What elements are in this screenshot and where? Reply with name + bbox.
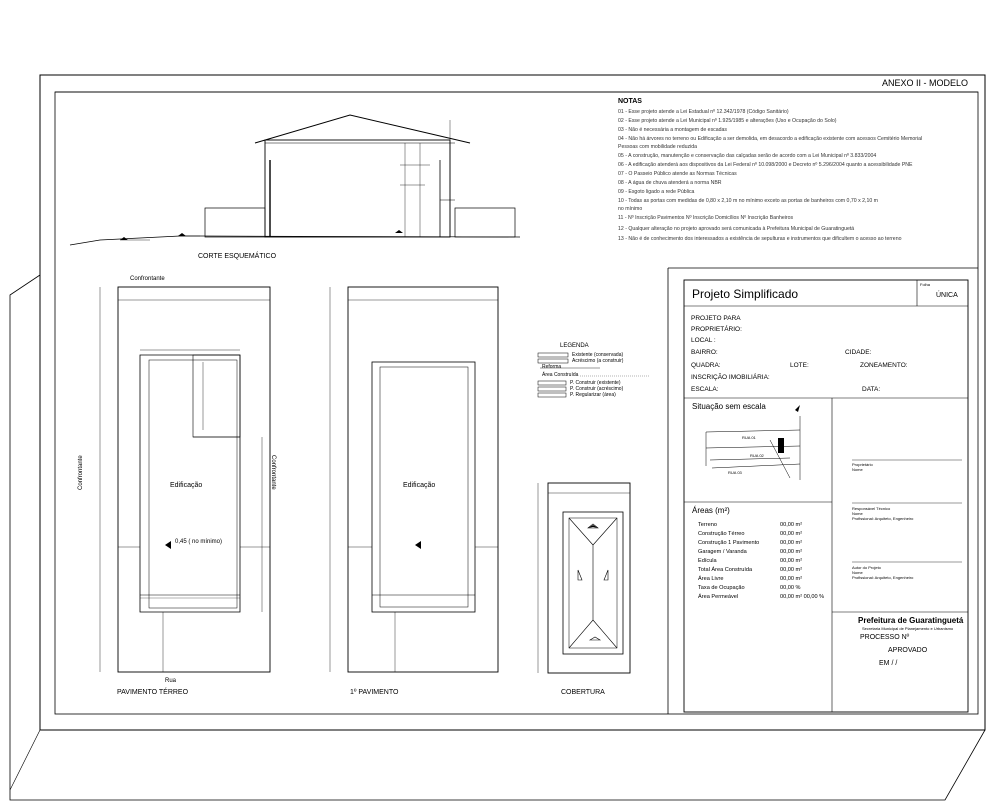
area-label: Total Área Construída <box>698 567 753 573</box>
area-label: Edícula <box>698 558 717 564</box>
em-label: EM / / <box>879 660 898 667</box>
confrontante-right: Confrontante <box>270 455 276 490</box>
field-bairro: BAIRRO: <box>691 349 718 356</box>
note-item: 08 - A água de chuva atenderá a norma NBR <box>618 180 722 186</box>
field-data: DATA: <box>862 386 881 393</box>
note-item: 09 - Esgoto ligado a rede Pública <box>618 189 695 195</box>
sig-role: Proprietário <box>852 462 873 467</box>
note-item: 05 - A construção, manutenção e conservação das calçadas serão de acordo com a Lei Municipal nº 3.833/2004 <box>618 153 877 159</box>
note-item: 13 - Não é de conhecimento dos interessados a existência de sepulturas e instrumentos que dificultem o acesso ao terreno <box>618 236 902 242</box>
project-title: Projeto Simplificado <box>692 287 799 301</box>
confrontante-left: Confrontante <box>78 455 84 490</box>
aprovado-label: APROVADO <box>888 647 928 654</box>
sig-role: Responsável Técnico <box>852 506 891 511</box>
legend-item: Reforma <box>542 364 562 370</box>
street-2: RUA 02 <box>750 453 764 458</box>
area-value: 00,00 m² <box>780 558 803 564</box>
legend-item: Existente (conservada) <box>572 352 624 358</box>
sig-name: Nome <box>852 511 863 516</box>
area-label: Terreno <box>698 522 717 528</box>
note-item: 10 - Todas as portas com medidas de 0,80 x 2,10 m no mínimo exceto as portas de banheiros com 0,70 x 2,10 m <box>618 198 878 204</box>
area-value: 00,00 m² <box>780 567 803 573</box>
note-item: no mínimo <box>618 206 643 212</box>
sig-name: Nome <box>852 467 863 472</box>
note-item: 03 - Não é necessária a montagem de escadas <box>618 127 728 133</box>
level-note: 0,45 ( no mínimo) <box>175 539 223 545</box>
sig-extra: Profissional: Arquiteto, Engenheiro <box>852 575 914 580</box>
street-1: RUA 01 <box>742 435 756 440</box>
processo-label: PROCESSO Nº <box>860 634 910 641</box>
street-label: Rua <box>165 678 177 684</box>
upper-floor-plan <box>330 287 498 672</box>
legend-item: P. Construir (acréscimo) <box>570 386 624 392</box>
legend-item: P. Construir (existente) <box>570 380 621 386</box>
field-inscricao: INSCRIÇÃO IMOBILIÁRIA: <box>691 374 770 381</box>
field-proprietario: PROPRIETÁRIO: <box>691 326 742 333</box>
sheet-title: ANEXO II - MODELO <box>882 78 969 88</box>
section-label: CORTE ESQUEMÁTICO <box>198 253 277 260</box>
field-lote: LOTE: <box>790 362 809 369</box>
area-value: 00,00 m² <box>780 576 803 582</box>
area-value: 00,00 % <box>780 585 801 591</box>
confrontante-top: Confrontante <box>130 276 165 282</box>
note-item: 07 - O Passeio Público atende as Normas Técnicas <box>618 171 737 177</box>
sig-role: Autor do Projeto <box>852 565 881 570</box>
note-item: Pessoas com mobilidade reduzida <box>618 144 698 150</box>
area-value: 00,00 m² <box>780 522 803 528</box>
field-projeto: PROJETO PARA <box>691 315 741 322</box>
area-label: Taxa de Ocupação <box>698 585 745 591</box>
note-item: 11 - Nº Inscrição Pavimentos Nº Inscrição Domicílios Nº Inscrição Banheiros <box>618 215 794 221</box>
legend-item: Área Construída <box>542 372 579 378</box>
roof-label: COBERTURA <box>561 689 605 696</box>
note-item: 12 - Qualquer alteração no projeto aprovado será comunicada à Prefeitura Municipal de Guaratinguetá <box>618 226 855 232</box>
note-item: 06 - A edificação atenderá aos dispositivos da Lei Federal nº 10.098/2000 e Decreto nº 5.296/2004 quanto a acessibilidade PNE <box>618 162 913 168</box>
field-escala: ESCALA: <box>691 386 719 393</box>
notes-header: NOTAS <box>618 98 642 105</box>
area-value: 00,00 m² <box>780 531 803 537</box>
edificacao-label-upper: Edificação <box>403 482 436 489</box>
area-value: 00,00 m² 00,00 % <box>780 594 825 600</box>
folha-value: ÚNICA <box>936 292 958 299</box>
note-item: 01 - Esse projeto atende a Lei Estadual nº 12.342/1978 (Código Sanitário) <box>618 109 789 115</box>
legend-item: P. Regularizar (área) <box>570 392 616 398</box>
field-zoneamento: ZONEAMENTO: <box>860 362 908 369</box>
field-quadra: QUADRA: <box>691 362 721 369</box>
ground-floor-plan <box>100 287 270 672</box>
area-label: Área Permeável <box>698 594 739 600</box>
area-label: Construção Térreo <box>698 531 745 537</box>
area-label: Construção 1 Pavimento <box>698 540 760 546</box>
legend-item: Acréscimo (a construir) <box>572 358 624 364</box>
roof-plan <box>538 483 630 673</box>
upper-floor-label: 1º PAVIMENTO <box>350 689 399 696</box>
area-label: Garagem / Varanda <box>698 549 747 555</box>
field-cidade: CIDADE: <box>845 349 872 356</box>
note-item: 02 - Esse projeto atende a Lei Municipal nº 1.925/1985 e alterações (Uso e Ocupação do Solo) <box>618 118 837 124</box>
section-drawing <box>70 115 520 245</box>
street-3: RUA 03 <box>728 470 742 475</box>
ground-floor-label: PAVIMENTO TÉRREO <box>117 689 189 696</box>
area-label: Área Livre <box>698 576 724 582</box>
field-local: LOCAL : <box>691 337 716 344</box>
folha-label: Folha <box>920 282 931 287</box>
legend-title: LEGENDA <box>560 343 589 349</box>
areas-title: Áreas (m²) <box>692 506 730 515</box>
situacao-title: Situação sem escala <box>692 402 766 411</box>
sig-extra: Profissional: Arquiteto, Engenheiro <box>852 516 914 521</box>
secretaria-name: Secretaria Municipal de Planejamento e Urbanismo <box>862 626 954 631</box>
area-value: 00,00 m² <box>780 549 803 555</box>
note-item: 04 - Não há árvores no terreno ou Edificação a ser demolida, em desacordo a edificação existente com acessos Cemitério Memorial <box>618 136 923 142</box>
prefeitura-name: Prefeitura de Guaratinguetá <box>858 616 964 625</box>
edificacao-label-ground: Edificação <box>170 482 203 489</box>
sig-name: Nome <box>852 570 863 575</box>
area-value: 00,00 m² <box>780 540 803 546</box>
